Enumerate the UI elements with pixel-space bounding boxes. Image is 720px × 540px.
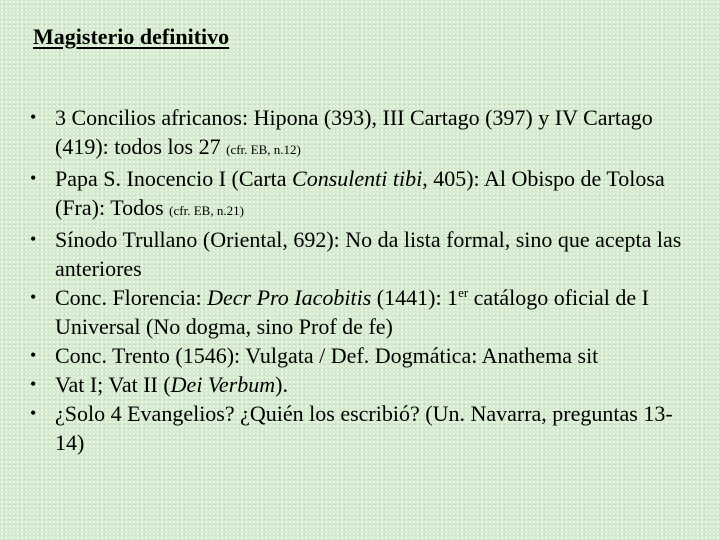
list-item — [30, 283, 700, 341]
item-text: Sínodo Trullano (Oriental, 692): No da lista formal, sino que acepta las anteriores — [55, 227, 682, 281]
item-text: (1441): 1 — [371, 285, 459, 310]
item-text: , 405): Al Obispo de Tolosa (Fra): Todos — [55, 166, 665, 220]
item-italic-title: Dei Verbum — [170, 372, 276, 397]
list-item — [30, 341, 700, 370]
list-item — [30, 399, 700, 457]
bullet-icon: • — [30, 168, 37, 188]
item-text: ). — [275, 372, 288, 397]
list-item — [30, 370, 700, 399]
item-text: 3 Concilios africanos: Hipona (393), III Cartago (397) y IV Cartago (419): todos los 27 — [55, 105, 653, 159]
item-italic-title: Decr Pro Iacobitis — [207, 285, 372, 310]
bullet-icon: • — [30, 287, 37, 307]
bullet-icon: • — [30, 374, 37, 394]
item-text: ¿Solo 4 Evangelios? ¿Quién los escribió? (Un. Navarra, preguntas 13-14) — [55, 401, 673, 455]
bullet-list — [30, 103, 700, 457]
item-text: Conc. Florencia: — [55, 285, 208, 310]
item-italic-title: Consulenti tibi — [292, 166, 423, 191]
bullet-icon: • — [30, 229, 37, 249]
list-item — [30, 103, 700, 164]
bullet-icon: • — [30, 345, 37, 365]
list-item — [30, 164, 700, 225]
item-text: catálogo oficial de I Universal (No dogma, sino Prof de fe) — [55, 285, 649, 339]
slide-title: Magisterio definitivo — [33, 24, 230, 49]
ordinal-superscript: er — [458, 285, 469, 300]
bullet-icon: • — [30, 403, 37, 423]
item-reference: (cfr. EB, n.12) — [226, 142, 301, 157]
list-item — [30, 225, 700, 283]
item-text: Vat I; Vat II ( — [55, 372, 171, 397]
item-text: Papa S. Inocencio I (Carta — [55, 166, 293, 191]
bullet-icon: • — [30, 107, 37, 127]
item-reference: (cfr. EB, n.21) — [169, 203, 244, 218]
item-text: Conc. Trento (1546): Vulgata / Def. Dogmática: Anathema sit — [55, 343, 599, 368]
